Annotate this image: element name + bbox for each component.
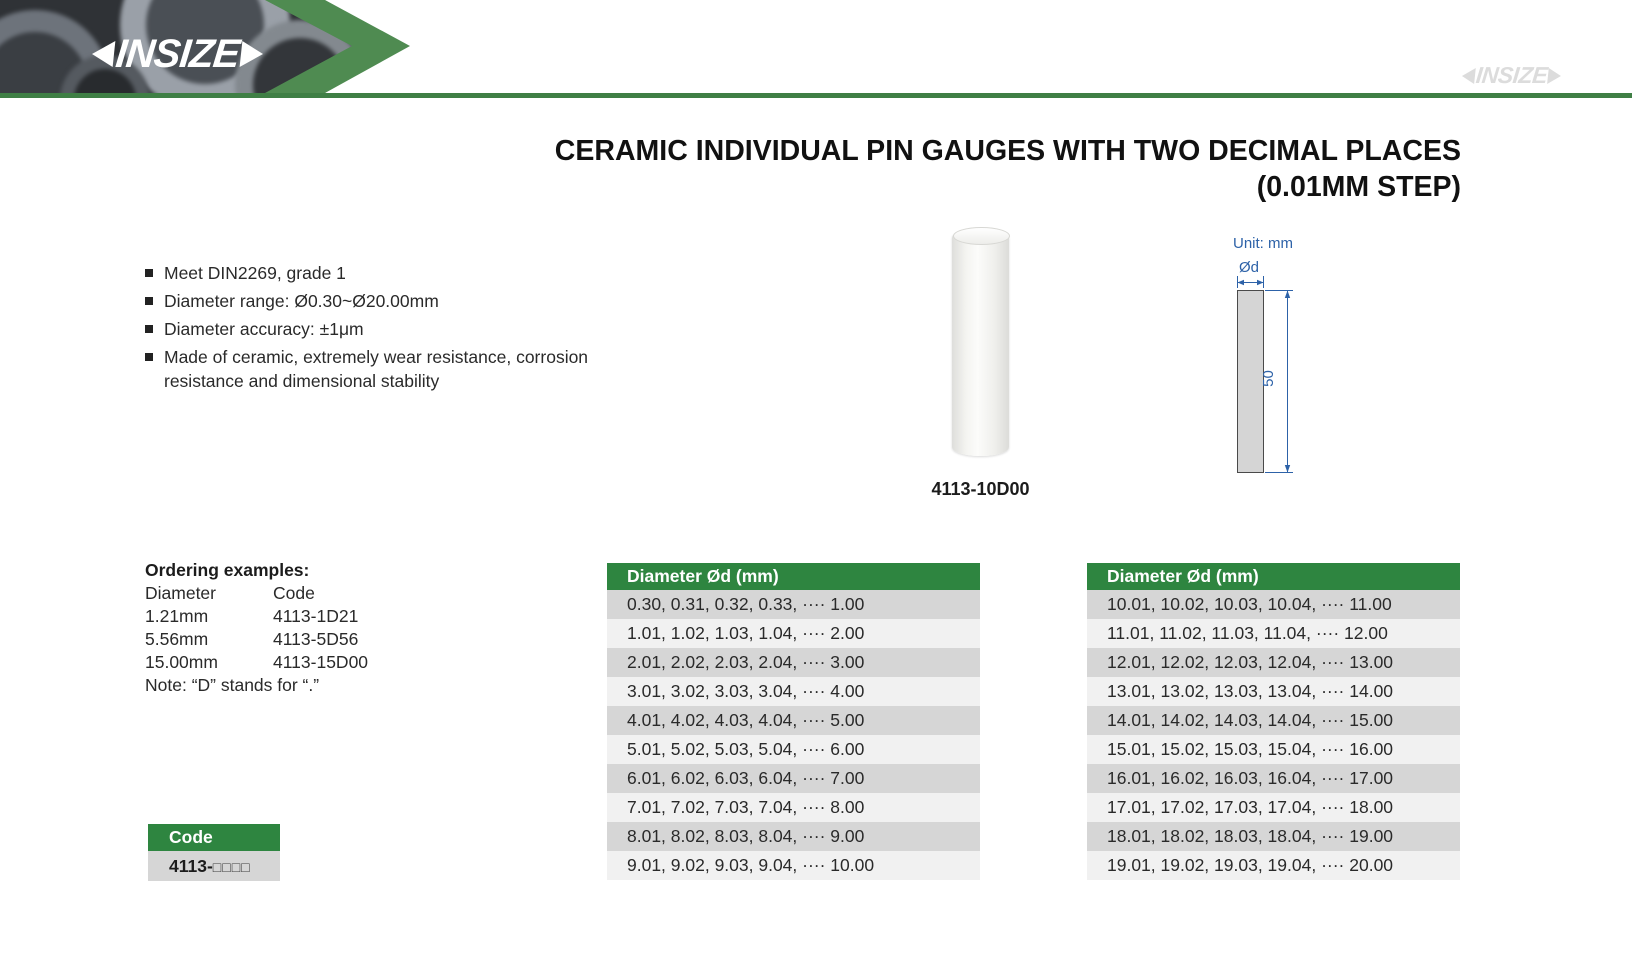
ordering-code: 4113-15D00	[273, 652, 369, 672]
ordering-examples	[145, 558, 565, 697]
ordering-diameter: 5.56mm	[145, 629, 209, 649]
diameter-table-1-header: Diameter Ød (mm)	[607, 563, 980, 590]
unit-label: Unit: mm	[1233, 235, 1293, 252]
ordering-code: 4113-1D21	[273, 606, 359, 626]
table-row: 11.01, 11.02, 11.03, 11.04, ···· 12.00	[1087, 619, 1460, 648]
table-row: 8.01, 8.02, 8.03, 8.04, ···· 9.00	[607, 822, 980, 851]
bullet-square-icon	[145, 269, 153, 277]
ceramic-pin-photo	[952, 228, 1009, 456]
diameter-dim-label: Ød	[1239, 259, 1260, 276]
table-row: 15.01, 15.02, 15.03, 15.04, ···· 16.00	[1087, 735, 1460, 764]
insize-logo	[90, 34, 265, 74]
product-code-caption: 4113-10D00	[931, 479, 1030, 499]
ordering-table	[145, 582, 565, 674]
diameter-table-2-body	[1087, 590, 1460, 880]
diameter-table-2-header: Diameter Ød (mm)	[1087, 563, 1460, 590]
code-box	[148, 824, 280, 881]
ordering-col2-header: Code	[273, 583, 315, 603]
ordering-note: Note: “D” stands for “.”	[145, 675, 320, 695]
code-box-header: Code	[148, 824, 280, 851]
table-row: 7.01, 7.02, 7.03, 7.04, ···· 8.00	[607, 793, 980, 822]
length-dim-label: 50	[1259, 370, 1277, 387]
table-row: 1.01, 1.02, 1.03, 1.04, ···· 2.00	[607, 619, 980, 648]
page-title-line1: CERAMIC INDIVIDUAL PIN GAUGES WITH TWO DECIMAL PLACES	[554, 135, 1461, 167]
table-row: 16.01, 16.02, 16.03, 16.04, ···· 17.00	[1087, 764, 1460, 793]
table-row: 10.01, 10.02, 10.03, 10.04, ···· 11.00	[1087, 590, 1460, 619]
feature-list	[145, 261, 590, 397]
table-row: 19.01, 19.02, 19.03, 19.04, ···· 20.00	[1087, 851, 1460, 880]
logo-left-arrow-icon	[91, 41, 116, 67]
page-title	[555, 133, 1461, 205]
table-row: 4.01, 4.02, 4.03, 4.04, ···· 5.00	[607, 706, 980, 735]
logo-text: INSIZE	[113, 32, 242, 76]
table-row: 18.01, 18.02, 18.03, 18.04, ···· 19.00	[1087, 822, 1460, 851]
feature-text: Meet DIN2269, grade 1	[164, 263, 346, 283]
bullet-square-icon	[145, 325, 153, 333]
bullet-square-icon	[145, 353, 153, 361]
table-row: 6.01, 6.02, 6.03, 6.04, ···· 7.00	[607, 764, 980, 793]
code-prefix: 4113-	[169, 856, 213, 876]
ordering-diameter: 15.00mm	[145, 652, 218, 672]
table-row: 13.01, 13.02, 13.03, 13.04, ···· 14.00	[1087, 677, 1460, 706]
watermark-left-arrow-icon	[1461, 68, 1476, 84]
feature-text: Diameter range: Ø0.30~Ø20.00mm	[164, 291, 439, 311]
page-title-line2: (0.01MM STEP)	[1256, 171, 1461, 203]
ordering-col1-header: Diameter	[145, 583, 216, 603]
header-divider-line	[0, 93, 1632, 98]
table-row: 0.30, 0.31, 0.32, 0.33, ···· 1.00	[607, 590, 980, 619]
ordering-diameter: 1.21mm	[145, 606, 209, 626]
dimension-drawing	[1230, 232, 1305, 482]
logo-right-arrow-icon	[240, 41, 265, 67]
ordering-heading: Ordering examples:	[145, 560, 310, 580]
feature-item	[145, 317, 590, 341]
watermark-right-arrow-icon	[1547, 68, 1562, 84]
feature-item	[145, 289, 590, 313]
feature-item	[145, 345, 590, 393]
code-placeholder-squares: □□□□	[212, 859, 251, 875]
feature-text: Made of ceramic, extremely wear resistance, corrosion resistance and dimensional stability	[164, 347, 589, 391]
diameter-table-1	[607, 563, 980, 880]
ordering-code: 4113-5D56	[273, 629, 359, 649]
feature-text: Diameter accuracy: ±1μm	[164, 319, 364, 339]
table-row: 9.01, 9.02, 9.03, 9.04, ···· 10.00	[607, 851, 980, 880]
table-row: 3.01, 3.02, 3.03, 3.04, ···· 4.00	[607, 677, 980, 706]
code-box-value	[148, 851, 280, 881]
table-row: 12.01, 12.02, 12.03, 12.04, ···· 13.00	[1087, 648, 1460, 677]
table-row: 2.01, 2.02, 2.03, 2.04, ···· 3.00	[607, 648, 980, 677]
feature-item	[145, 261, 590, 285]
table-row: 17.01, 17.02, 17.03, 17.04, ···· 18.00	[1087, 793, 1460, 822]
table-row: 5.01, 5.02, 5.03, 5.04, ···· 6.00	[607, 735, 980, 764]
table-row: 14.01, 14.02, 14.03, 14.04, ···· 15.00	[1087, 706, 1460, 735]
watermark-text: INSIZE	[1474, 62, 1549, 88]
bullet-square-icon	[145, 297, 153, 305]
diameter-table-2	[1087, 563, 1460, 880]
insize-watermark	[1461, 64, 1563, 87]
diameter-table-1-body	[607, 590, 980, 880]
